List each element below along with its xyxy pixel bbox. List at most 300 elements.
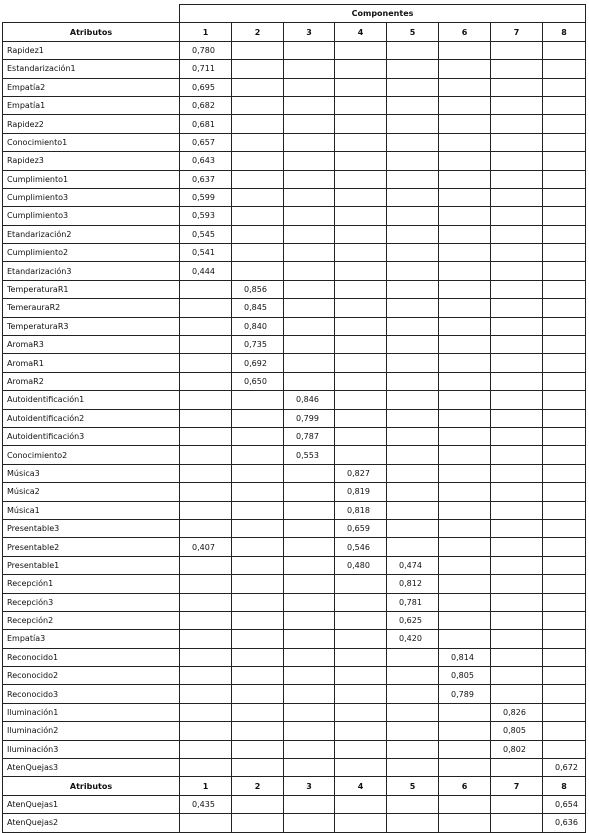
- table-row: [3, 372, 586, 390]
- loading-cell: [284, 795, 335, 813]
- column-header-5: 5: [387, 777, 439, 795]
- loading-cell: [387, 538, 439, 556]
- attribute-label: Cumplimiento2: [3, 244, 180, 262]
- loading-cell: [439, 41, 491, 59]
- loading-cell: [232, 519, 284, 537]
- loading-cell: [335, 611, 387, 629]
- loading-cell: 0,805: [491, 722, 543, 740]
- loading-cell: [232, 538, 284, 556]
- loading-cell: [491, 225, 543, 243]
- loading-cell: [284, 262, 335, 280]
- loading-cell: [439, 391, 491, 409]
- loading-cell: 0,846: [284, 391, 335, 409]
- loading-cell: [284, 667, 335, 685]
- table-row: [3, 207, 586, 225]
- loading-cell: [232, 152, 284, 170]
- attribute-label: Empatía1: [3, 96, 180, 114]
- loading-cell: [387, 60, 439, 78]
- loading-cell: [335, 446, 387, 464]
- loading-cell: 0,636: [543, 814, 586, 832]
- loading-cell: [284, 593, 335, 611]
- loading-cell: [180, 299, 232, 317]
- loading-cell: [335, 648, 387, 666]
- loading-cell: 0,541: [180, 244, 232, 262]
- loading-cell: [439, 759, 491, 777]
- loading-cell: [387, 519, 439, 537]
- loading-cell: [543, 556, 586, 574]
- loading-cell: [491, 354, 543, 372]
- loading-cell: 0,420: [387, 630, 439, 648]
- loading-cell: [543, 703, 586, 721]
- loading-cell: [232, 630, 284, 648]
- loading-cell: [284, 41, 335, 59]
- loading-cell: [284, 575, 335, 593]
- loading-cell: [439, 795, 491, 813]
- loading-cell: [543, 170, 586, 188]
- loading-cell: [387, 41, 439, 59]
- loading-cell: [232, 244, 284, 262]
- column-header-5: 5: [387, 23, 439, 41]
- loading-cell: [439, 354, 491, 372]
- loading-cell: [491, 538, 543, 556]
- loading-cell: [284, 225, 335, 243]
- loading-cell: [180, 391, 232, 409]
- loading-cell: [335, 667, 387, 685]
- loading-cell: [180, 593, 232, 611]
- column-header-4: 4: [335, 23, 387, 41]
- loading-cell: [335, 630, 387, 648]
- loading-cell: [335, 78, 387, 96]
- loading-cell: [491, 60, 543, 78]
- loading-cell: [284, 60, 335, 78]
- loading-cell: [284, 759, 335, 777]
- group-header: Componentes: [180, 5, 586, 23]
- loading-cell: [439, 814, 491, 832]
- loading-cell: [491, 556, 543, 574]
- table-row: [3, 814, 586, 832]
- loading-cell: [543, 152, 586, 170]
- table-row: [3, 795, 586, 813]
- loading-cell: [232, 722, 284, 740]
- loading-cell: [387, 96, 439, 114]
- loading-cell: [439, 740, 491, 758]
- loading-cell: [491, 611, 543, 629]
- loading-cell: [335, 262, 387, 280]
- loading-cell: [387, 814, 439, 832]
- attribute-label: Iluminación1: [3, 703, 180, 721]
- loading-cell: [387, 483, 439, 501]
- table-row: [3, 464, 586, 482]
- loading-cell: [543, 133, 586, 151]
- loading-cell: [284, 354, 335, 372]
- table-row: [3, 667, 586, 685]
- loading-cell: [232, 759, 284, 777]
- attribute-label: TemperaturaR3: [3, 317, 180, 335]
- loading-cell: [387, 759, 439, 777]
- loading-cell: [335, 372, 387, 390]
- loading-cell: [284, 556, 335, 574]
- loading-cell: 0,672: [543, 759, 586, 777]
- loading-cell: [232, 611, 284, 629]
- loading-cell: [180, 759, 232, 777]
- loading-cell: [284, 630, 335, 648]
- loading-cell: [543, 409, 586, 427]
- loading-cell: [439, 60, 491, 78]
- attribute-label: Autoidentificación3: [3, 427, 180, 445]
- attribute-label: Reconocido3: [3, 685, 180, 703]
- loading-cell: [335, 703, 387, 721]
- table-row: [3, 78, 586, 96]
- loading-cell: [232, 814, 284, 832]
- loading-cell: [335, 354, 387, 372]
- loading-cell: 0,593: [180, 207, 232, 225]
- loading-cell: [335, 814, 387, 832]
- loading-cell: [180, 409, 232, 427]
- loading-cell: [491, 244, 543, 262]
- loading-cell: [232, 667, 284, 685]
- loading-cell: 0,840: [232, 317, 284, 335]
- loading-cell: 0,553: [284, 446, 335, 464]
- loading-cell: [387, 336, 439, 354]
- loading-cell: [335, 317, 387, 335]
- loading-cell: [335, 188, 387, 206]
- loading-cell: [180, 722, 232, 740]
- loading-cell: [439, 336, 491, 354]
- loading-cell: [439, 317, 491, 335]
- loading-cell: [232, 60, 284, 78]
- table-row: [3, 630, 586, 648]
- loading-cell: [543, 354, 586, 372]
- attribute-label: Estandarización1: [3, 60, 180, 78]
- loading-cell: 0,818: [335, 501, 387, 519]
- loading-cell: [439, 96, 491, 114]
- loading-cell: 0,802: [491, 740, 543, 758]
- loading-cell: [543, 648, 586, 666]
- loading-cell: [335, 722, 387, 740]
- loading-cell: [439, 170, 491, 188]
- loading-cell: 0,659: [335, 519, 387, 537]
- table-row: [3, 317, 586, 335]
- loading-cell: [284, 611, 335, 629]
- loading-cell: [335, 96, 387, 114]
- loading-cell: [232, 685, 284, 703]
- loading-cell: 0,805: [439, 667, 491, 685]
- table-row: [3, 96, 586, 114]
- attribute-label: Cumplimiento1: [3, 170, 180, 188]
- table-row: [3, 446, 586, 464]
- column-header-6: 6: [439, 23, 491, 41]
- loading-cell: [284, 152, 335, 170]
- loading-cell: [491, 427, 543, 445]
- loading-cell: [284, 78, 335, 96]
- loading-cell: [439, 446, 491, 464]
- loading-cell: [439, 262, 491, 280]
- loading-cell: [439, 593, 491, 611]
- loading-cell: [491, 685, 543, 703]
- loading-cell: 0,474: [387, 556, 439, 574]
- loading-cell: [543, 464, 586, 482]
- loading-cell: [491, 446, 543, 464]
- loading-cell: [232, 207, 284, 225]
- loading-cell: [387, 667, 439, 685]
- loading-cell: [180, 483, 232, 501]
- loading-cell: [180, 611, 232, 629]
- loading-cell: [335, 115, 387, 133]
- loading-cell: [491, 464, 543, 482]
- loading-cell: [491, 483, 543, 501]
- loading-cell: [387, 170, 439, 188]
- loading-cell: [284, 336, 335, 354]
- attribute-label: AromaR3: [3, 336, 180, 354]
- loading-cell: [284, 188, 335, 206]
- table-row: [3, 427, 586, 445]
- loading-cell: 0,814: [439, 648, 491, 666]
- loading-cell: [335, 391, 387, 409]
- loading-cell: [387, 299, 439, 317]
- loading-cell: [335, 152, 387, 170]
- loading-cell: 0,692: [232, 354, 284, 372]
- loading-cell: 0,789: [439, 685, 491, 703]
- loading-cell: [232, 464, 284, 482]
- loading-cell: [180, 740, 232, 758]
- loading-cell: 0,819: [335, 483, 387, 501]
- column-header-7: 7: [491, 777, 543, 795]
- loading-cell: 0,781: [387, 593, 439, 611]
- loading-cell: [232, 391, 284, 409]
- loading-cell: [335, 60, 387, 78]
- loading-cell: [387, 391, 439, 409]
- loading-cell: [491, 575, 543, 593]
- table-row: [3, 759, 586, 777]
- attribute-label: Música1: [3, 501, 180, 519]
- loading-cell: [232, 740, 284, 758]
- loading-cell: [180, 336, 232, 354]
- loading-cell: [232, 593, 284, 611]
- loading-cell: [180, 630, 232, 648]
- loading-cell: [491, 170, 543, 188]
- component-matrix-table: [2, 4, 586, 833]
- table-row: [3, 336, 586, 354]
- loading-cell: [387, 464, 439, 482]
- loading-cell: [439, 519, 491, 537]
- loading-cell: [284, 115, 335, 133]
- loading-cell: [232, 133, 284, 151]
- loading-cell: 0,657: [180, 133, 232, 151]
- loading-cell: [284, 372, 335, 390]
- attributes-header: Atributos: [3, 23, 180, 41]
- attribute-label: AromaR1: [3, 354, 180, 372]
- loading-cell: [180, 446, 232, 464]
- table-row: [3, 152, 586, 170]
- attribute-label: Presentable1: [3, 556, 180, 574]
- loading-cell: [439, 152, 491, 170]
- loading-cell: 0,856: [232, 280, 284, 298]
- loading-cell: [491, 262, 543, 280]
- loading-cell: [387, 280, 439, 298]
- loading-cell: [491, 207, 543, 225]
- loading-cell: [543, 336, 586, 354]
- loading-cell: 0,845: [232, 299, 284, 317]
- column-header-7: 7: [491, 23, 543, 41]
- column-header-row: [3, 777, 586, 795]
- loading-cell: 0,681: [180, 115, 232, 133]
- loading-cell: [284, 464, 335, 482]
- loading-cell: [491, 188, 543, 206]
- attribute-label: Reconocido2: [3, 667, 180, 685]
- loading-cell: 0,735: [232, 336, 284, 354]
- table-row: [3, 722, 586, 740]
- loading-cell: [543, 667, 586, 685]
- loading-cell: [439, 611, 491, 629]
- loading-cell: [335, 795, 387, 813]
- attribute-label: Iluminación3: [3, 740, 180, 758]
- loading-cell: [284, 299, 335, 317]
- loading-cell: [335, 280, 387, 298]
- loading-cell: [439, 280, 491, 298]
- loading-cell: [491, 317, 543, 335]
- loading-cell: [232, 501, 284, 519]
- loading-cell: [543, 299, 586, 317]
- loading-cell: 0,780: [180, 41, 232, 59]
- loading-cell: [284, 280, 335, 298]
- loading-cell: 0,650: [232, 372, 284, 390]
- loading-cell: 0,546: [335, 538, 387, 556]
- loading-cell: [387, 795, 439, 813]
- loading-cell: [335, 133, 387, 151]
- loading-cell: 0,654: [543, 795, 586, 813]
- attribute-label: Recepción2: [3, 611, 180, 629]
- loading-cell: 0,682: [180, 96, 232, 114]
- column-header-8: 8: [543, 777, 586, 795]
- loading-cell: 0,643: [180, 152, 232, 170]
- column-header-3: 3: [284, 23, 335, 41]
- loading-cell: [491, 299, 543, 317]
- loading-cell: [439, 630, 491, 648]
- loading-cell: 0,827: [335, 464, 387, 482]
- loading-cell: [387, 152, 439, 170]
- table-row: [3, 115, 586, 133]
- loading-cell: [543, 685, 586, 703]
- loading-cell: [284, 648, 335, 666]
- attribute-label: Cumplimiento3: [3, 188, 180, 206]
- loading-cell: [543, 446, 586, 464]
- loading-cell: [232, 41, 284, 59]
- table-row: [3, 611, 586, 629]
- table-row: [3, 556, 586, 574]
- loading-cell: [335, 299, 387, 317]
- attribute-label: AtenQuejas1: [3, 795, 180, 813]
- loading-cell: [387, 244, 439, 262]
- attribute-label: Reconocido1: [3, 648, 180, 666]
- loading-cell: 0,637: [180, 170, 232, 188]
- attribute-label: Música3: [3, 464, 180, 482]
- loading-cell: [335, 244, 387, 262]
- loading-cell: [232, 225, 284, 243]
- table-row: [3, 538, 586, 556]
- loading-cell: [180, 354, 232, 372]
- table-body: [3, 5, 586, 833]
- loading-cell: [439, 372, 491, 390]
- attribute-label: Cumplimiento3: [3, 207, 180, 225]
- loading-cell: 0,711: [180, 60, 232, 78]
- loading-cell: [284, 170, 335, 188]
- loading-cell: [491, 409, 543, 427]
- loading-cell: 0,799: [284, 409, 335, 427]
- loading-cell: [284, 703, 335, 721]
- attribute-label: Recepción3: [3, 593, 180, 611]
- loading-cell: [543, 41, 586, 59]
- loading-cell: [491, 336, 543, 354]
- loading-cell: [387, 648, 439, 666]
- table-row: [3, 133, 586, 151]
- loading-cell: [491, 648, 543, 666]
- loading-cell: [232, 78, 284, 96]
- loading-cell: [232, 170, 284, 188]
- attribute-label: Empatía3: [3, 630, 180, 648]
- table-row: [3, 575, 586, 593]
- loading-cell: [232, 703, 284, 721]
- loading-cell: 0,826: [491, 703, 543, 721]
- loading-cell: [387, 354, 439, 372]
- table-row: [3, 354, 586, 372]
- table-row: [3, 648, 586, 666]
- loading-cell: [284, 483, 335, 501]
- loading-cell: [180, 372, 232, 390]
- loading-cell: [543, 722, 586, 740]
- column-header-2: 2: [232, 23, 284, 41]
- loading-cell: [491, 96, 543, 114]
- loading-cell: [387, 703, 439, 721]
- loading-cell: [387, 427, 439, 445]
- loading-cell: [232, 575, 284, 593]
- loading-cell: [543, 391, 586, 409]
- loading-cell: [439, 207, 491, 225]
- loading-cell: [335, 593, 387, 611]
- loading-cell: [439, 464, 491, 482]
- loading-cell: [439, 556, 491, 574]
- loading-cell: [387, 685, 439, 703]
- table-row: [3, 703, 586, 721]
- loading-cell: 0,407: [180, 538, 232, 556]
- loading-cell: [491, 41, 543, 59]
- loading-cell: [491, 115, 543, 133]
- loading-cell: [335, 759, 387, 777]
- table-row: [3, 483, 586, 501]
- loading-cell: [491, 593, 543, 611]
- loading-cell: [180, 648, 232, 666]
- loading-cell: [387, 409, 439, 427]
- loading-cell: [543, 611, 586, 629]
- loading-cell: 0,435: [180, 795, 232, 813]
- loading-cell: [491, 814, 543, 832]
- table-row: [3, 519, 586, 537]
- table-row: [3, 299, 586, 317]
- loading-cell: [543, 593, 586, 611]
- column-header-2: 2: [232, 777, 284, 795]
- loading-cell: [335, 170, 387, 188]
- loading-cell: 0,545: [180, 225, 232, 243]
- loading-cell: [335, 575, 387, 593]
- loading-cell: [543, 60, 586, 78]
- loading-cell: [387, 262, 439, 280]
- loading-cell: [543, 538, 586, 556]
- loading-cell: [232, 262, 284, 280]
- loading-cell: [439, 188, 491, 206]
- loading-cell: [439, 722, 491, 740]
- column-header-1: 1: [180, 777, 232, 795]
- loading-cell: [491, 501, 543, 519]
- column-header-6: 6: [439, 777, 491, 795]
